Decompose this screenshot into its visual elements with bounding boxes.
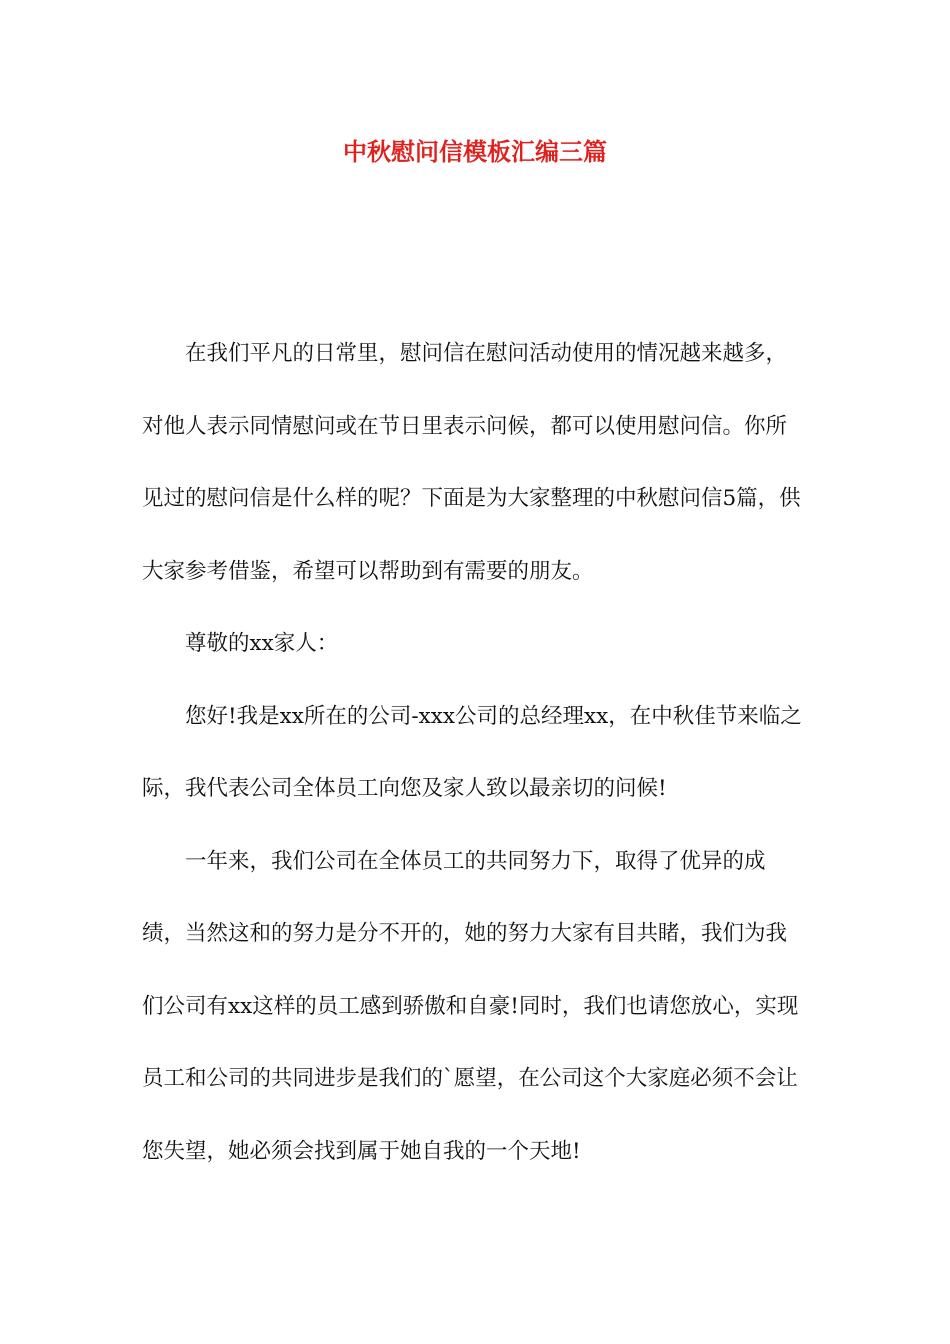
paragraph-greeting: 您好!我是xx所在的公司-xxx公司的总经理xx，在中秋佳节来临之际，我代表公司全体员工向您及家人致以最亲切的问候! [142,703,802,801]
document-body [142,318,808,1188]
paragraph-intro: 在我们平凡的日常里，慰问信在慰问活动使用的情况越来越多，对他人表示同情慰问或在节日里表示问候，都可以使用慰问信。你所见过的慰问信是什么样的呢？下面是为大家整理的中秋慰问信5篇，供大家参考借鉴，希望可以帮助到有需要的朋友。 [142,341,801,584]
paragraph-salutation: 尊敬的xx家人： [185,631,339,656]
paragraph-body: 一年来，我们公司在全体员工的共同努力下，取得了优异的成绩，当然这和的努力是分不开的，她的努力大家有目共睹，我们为我们公司有xx这样的员工感到骄傲和自豪!同时，我们也请您放心，实现员工和公司的共同进步是我们的`愿望，在公司这个大家庭必须不会让您失望，她必须会找到属于她自我的一个天地! [142,848,799,1164]
document-title: 中秋慰问信模板汇编三篇 [343,137,607,166]
